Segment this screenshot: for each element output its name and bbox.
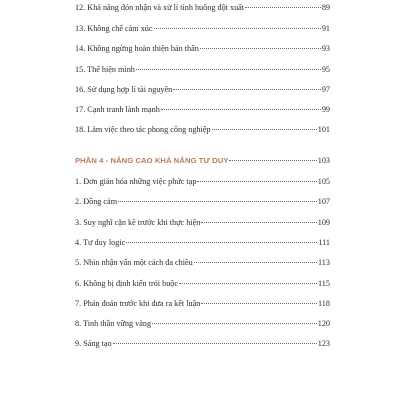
- toc-entry: [75, 125, 330, 135]
- dot-leader: [197, 180, 316, 182]
- toc-entry: [75, 218, 330, 228]
- toc-entry-title: 8. Tinh thần vững vàng: [75, 319, 152, 328]
- dot-leader: [118, 200, 317, 202]
- toc-entry-title: 2. Đồng cảm: [75, 197, 118, 206]
- toc-entry-title: 16. Sử dụng hợp lí tài nguyên: [75, 85, 173, 94]
- toc-entry: [75, 339, 330, 349]
- toc-entry-title: 7. Phán đoán trước khi đưa ra kết luận: [75, 299, 201, 308]
- toc-entry-page: 123: [317, 339, 330, 348]
- toc-entry-title: 3. Suy nghĩ cặn kẽ trước khi thực hiện: [75, 218, 201, 227]
- toc-entry-page: 97: [321, 85, 330, 94]
- toc-entry: [75, 65, 330, 75]
- toc-entry-page: 91: [321, 24, 330, 33]
- toc-entry-page: 89: [321, 3, 330, 12]
- dot-leader: [245, 6, 321, 8]
- toc-entry: [75, 197, 330, 207]
- dot-leader: [201, 221, 316, 223]
- toc-entry-page: 95: [321, 65, 330, 74]
- toc-entry: [75, 85, 330, 95]
- toc-entry-title: 9. Sáng tạo: [75, 339, 112, 348]
- toc-entry-title: 4. Tư duy logic: [75, 238, 126, 247]
- part-heading-page: 103: [317, 156, 330, 165]
- toc-entry: [75, 24, 330, 34]
- toc-entry-page: 111: [318, 238, 330, 247]
- toc-entry-page: 113: [318, 258, 330, 267]
- toc-entry-title: 14. Không ngừng hoàn thiện bản thân: [75, 44, 199, 53]
- dot-leader: [212, 128, 317, 130]
- dot-leader: [201, 302, 317, 304]
- dot-leader: [200, 47, 321, 49]
- toc-entry-page: 101: [317, 125, 330, 134]
- toc-entry-title: 12. Khả năng đón nhận và xử lí tình huống đột xuất: [75, 3, 245, 12]
- toc-entry-page: 120: [317, 319, 330, 328]
- dot-leader: [161, 108, 321, 110]
- toc-entry-title: 6. Không bị định kiến trói buộc: [75, 279, 179, 288]
- toc-entry-page: 93: [321, 44, 330, 53]
- toc-entry-title: 17. Cạnh tranh lành mạnh: [75, 105, 160, 114]
- part-heading-title: PHẦN 4 - NÂNG CAO KHẢ NĂNG TƯ DUY: [75, 156, 229, 165]
- toc-entry-title: 1. Đơn giản hóa những việc phức tạp: [75, 177, 197, 186]
- toc-entry-page: 107: [317, 197, 330, 206]
- toc-entry-page: 109: [317, 218, 330, 227]
- dot-leader: [126, 241, 317, 243]
- dot-leader: [154, 27, 321, 29]
- dot-leader: [136, 68, 321, 70]
- dot-leader: [194, 261, 317, 263]
- toc-entry: [75, 319, 330, 329]
- dot-leader: [173, 88, 321, 90]
- toc-entry-page: 99: [321, 105, 330, 114]
- toc-entry: [75, 279, 330, 289]
- dot-leader: [179, 282, 317, 284]
- toc-entry-title: 15. Thể hiện mình: [75, 65, 135, 74]
- toc-entry-title: 13. Không chế cảm xúc: [75, 24, 153, 33]
- toc-entry: [75, 105, 330, 115]
- toc-entry: [75, 177, 330, 187]
- toc-entry-page: 105: [317, 177, 330, 186]
- part-heading: [75, 156, 330, 166]
- toc-entry: [75, 238, 330, 248]
- toc-entry-page: 115: [318, 279, 330, 288]
- toc-entry: [75, 3, 330, 13]
- toc-entry-page: 118: [318, 299, 330, 308]
- dot-leader: [229, 159, 316, 161]
- dot-leader: [113, 342, 317, 344]
- toc-entry: [75, 44, 330, 54]
- toc-entry-title: 5. Nhìn nhận vấn một cách đa chiều: [75, 258, 193, 267]
- toc-entry: [75, 299, 330, 309]
- toc-entry-title: 18. Làm việc theo tác phong công nghiệp: [75, 125, 211, 134]
- dot-leader: [152, 322, 317, 324]
- toc-entry: [75, 258, 330, 268]
